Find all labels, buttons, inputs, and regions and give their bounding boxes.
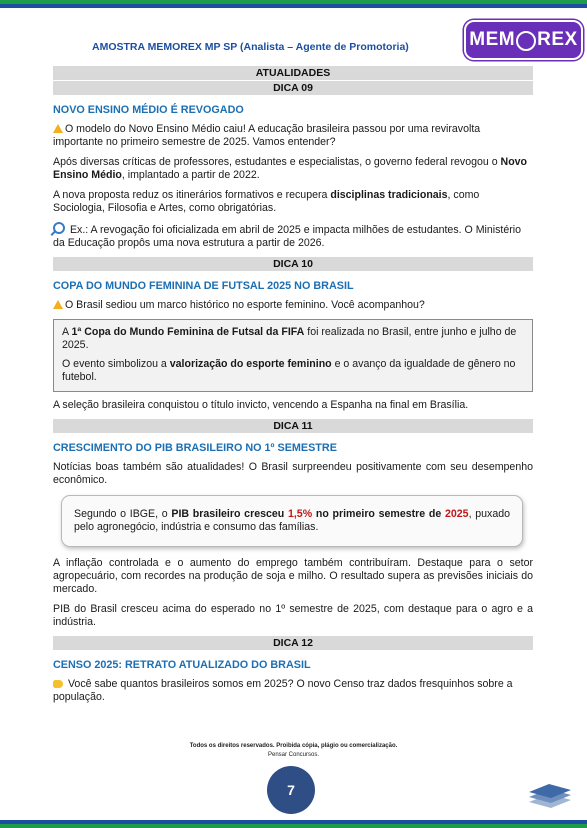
logo-text-left: MEM [469, 29, 516, 50]
dica-11-paragraph-3: PIB do Brasil cresceu acima do esperado no 1º semestre de 2025, com destaque para o agro e a indústria. [53, 603, 533, 628]
dica-09-heading: NOVO ENSINO MÉDIO É REVOGADO [53, 104, 244, 116]
bottom-color-bar [0, 820, 587, 828]
lightbulb-icon [516, 31, 536, 51]
dica-09-example: Ex.: A revogação foi oficializada em abril de 2025 e impacta milhões de estudantes. O Ministério da Educação propôs uma nova estrutura a partir de 2026. [53, 224, 522, 249]
logo-text-right: REX [537, 29, 578, 50]
magnifier-icon [53, 222, 65, 234]
pointing-hand-icon [53, 680, 63, 688]
dica-11-intro: Notícias boas também são atualidades! O Brasil surpreendeu positivamente com seu desempenho econômico. [53, 461, 533, 486]
dica-10-box-paragraph-1: A 1ª Copa do Mundo Feminina de Futsal da FIFA foi realizada no Brasil, entre junho e julho de 2025. [62, 326, 517, 351]
dica-11-highlight-card [61, 495, 523, 547]
footer-tagline: Pensar Concursos. [267, 752, 320, 758]
warning-icon [53, 124, 63, 133]
dica-09-band: DICA 09 [53, 81, 533, 95]
dica-10-highlight-box [53, 319, 533, 392]
top-color-bar [0, 0, 587, 8]
page-footer [0, 743, 587, 758]
dica-09-paragraph-2: Após diversas críticas de professores, estudantes e especialistas, o governo federal revogou o Novo Ensino Médio, implantado a partir de 2022. [53, 156, 528, 181]
warning-icon [53, 300, 63, 309]
dica-10-box-paragraph-2: O evento simbolizou a valorização do esporte feminino e o avanço da igualdade de gênero no futebol. [62, 358, 516, 383]
dica-11-heading: CRESCIMENTO DO PIB BRASILEIRO NO 1º SEMESTRE [53, 442, 337, 454]
memorex-logo [464, 20, 583, 60]
dica-09-intro: O modelo do Novo Ensino Médio caiu! A educação brasileira passou por uma reviravolta importante no primeiro semestre de 2025. Vamos entender? [53, 123, 481, 148]
document-title: AMOSTRA MEMOREX MP SP (Analista – Agente de Promotoria) [92, 41, 409, 53]
dica-12-heading: CENSO 2025: RETRATO ATUALIZADO DO BRASIL [53, 659, 311, 671]
section-band: ATUALIDADES [53, 66, 533, 80]
stacked-books-icon [525, 784, 575, 810]
dica-11-paragraph-2: A inflação controlada e o aumento do emprego também contribuíram. Destaque para o setor agropecuário, com recordes na produção de soja e milho. O resultado supera as previsões iniciais do mercado. [53, 557, 533, 595]
dica-10-band: DICA 10 [53, 257, 533, 271]
page-number-badge: 7 [267, 766, 315, 814]
dica-10-intro: O Brasil sediou um marco histórico no esporte feminino. Você acompanhou? [53, 299, 533, 312]
dica-11-band: DICA 11 [53, 419, 533, 433]
page-content [53, 66, 533, 711]
dica-12-band: DICA 12 [53, 636, 533, 650]
dica-10-heading: COPA DO MUNDO FEMININA DE FUTSAL 2025 NO BRASIL [53, 280, 354, 292]
dica-11-card-text: Segundo o IBGE, o PIB brasileiro cresceu 1,5% no primeiro semestre de 2025, puxado pelo agronegócio, indústria e consumo das famílias. [74, 508, 510, 533]
dica-10-conclusion: A seleção brasileira conquistou o título invicto, vencendo a Espanha na final em Brasília. [53, 399, 469, 411]
dica-12-intro: Você sabe quantos brasileiros somos em 2025? O novo Censo traz dados fresquinhos sobre a população. [53, 678, 513, 703]
rights-notice: Todos os direitos reservados. Proibida cópia, plágio ou comercialização. [189, 743, 398, 749]
dica-09-paragraph-3: A nova proposta reduz os itinerários formativos e recupera disciplinas tradicionais, como Sociologia, Filosofia e Artes, como obrigatórias. [53, 189, 480, 214]
